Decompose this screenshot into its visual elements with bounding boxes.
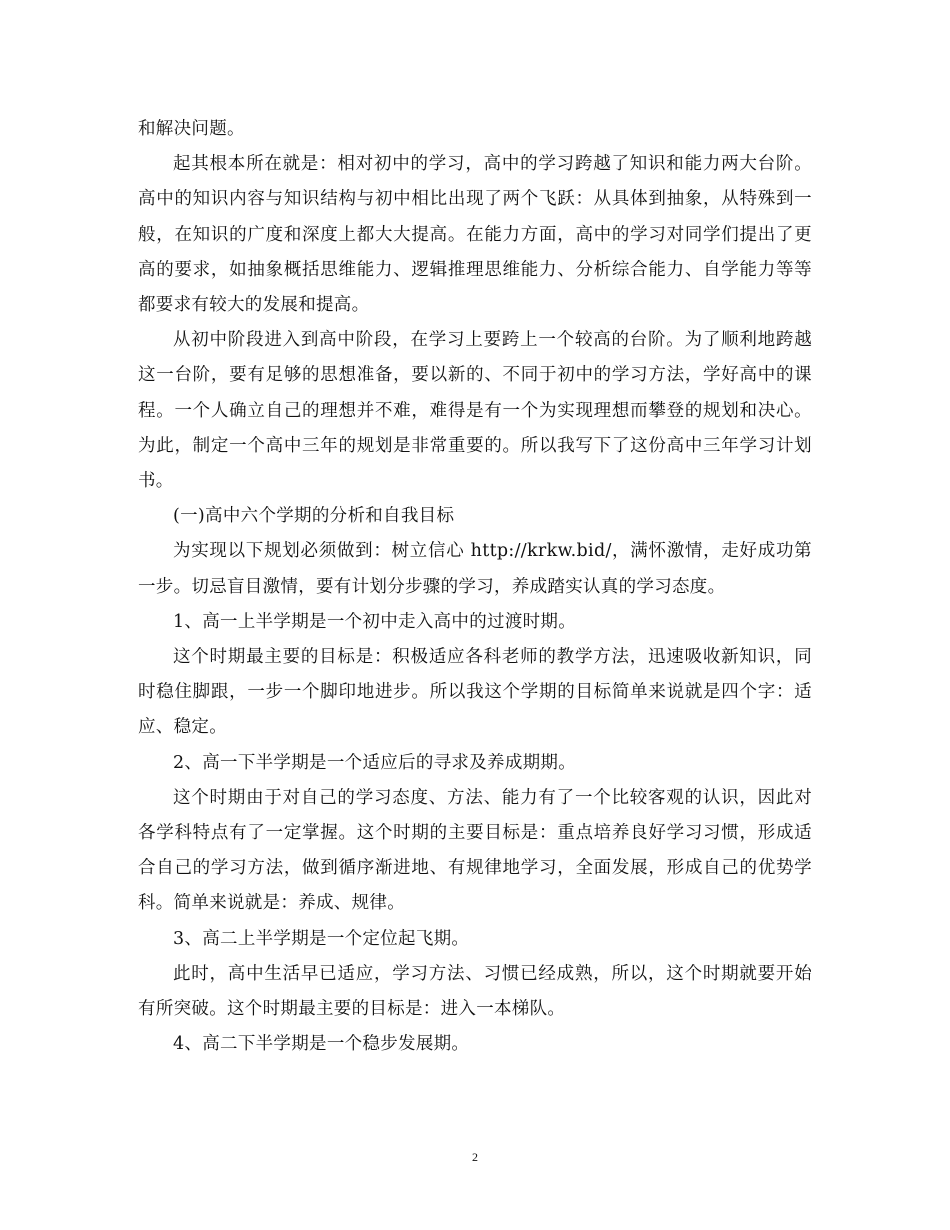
- paragraph: 这个时期最主要的目标是：积极适应各科老师的教学方法，迅速吸收新知识，同时稳住脚跟，一步一个脚印地进步。所以我这个学期的目标简单来说就是四个字：适应、稳定。: [138, 647, 812, 738]
- list-item-heading: 4、高二下半学期是一个稳步发展期。: [173, 1034, 470, 1055]
- page-number: 2: [472, 1150, 478, 1164]
- paragraph: 这个时期由于对自己的学习态度、方法、能力有了一个比较客观的认识，因此对各学科特点有了一定掌握。这个时期的主要目标是：重点培养良好学习习惯，形成适合自己的学习方法，做到循序渐进地、有规律地学习，全面发展，形成自己的优势学科。简单来说就是：养成、规律。: [138, 787, 812, 914]
- list-item-heading: 3、高二上半学期是一个定位起飞期。: [173, 928, 470, 949]
- list-item-heading: 1、高一上半学期是一个初中走入高中的过渡时期。: [173, 611, 577, 632]
- paragraph: 此时，高中生活早已适应，学习方法、习惯已经成熟，所以，这个时期就要开始有所突破。这个时期最主要的目标是：进入一本梯队。: [138, 963, 812, 1020]
- list-item-heading: 2、高一下半学期是一个适应后的寻求及养成期期。: [173, 752, 577, 773]
- paragraph: 起其根本所在就是：相对初中的学习，高中的学习跨越了知识和能力两大台阶。高中的知识内容与知识结构与初中相比出现了两个飞跃：从具体到抽象，从特殊到一般，在知识的广度和深度上都大大提高。在能力方面，高中的学习对同学们提出了更高的要求，如抽象概括思维能力、逻辑推理思维能力、分析综合能力、自学能力等等都要求有较大的发展和提高。: [138, 154, 812, 316]
- section-heading: (一)高中六个学期的分析和自我目标: [173, 506, 455, 527]
- paragraph: 从初中阶段进入到高中阶段，在学习上要跨上一个较高的台阶。为了顺利地跨越这一台阶，要有足够的思想准备，要以新的、不同于初中的学习方法，学好高中的课程。一个人确立自己的理想并不难，难得是有一个为实现理想而攀登的规划和决心。为此，制定一个高中三年的规划是非常重要的。所以我写下了这份高中三年学习计划书。: [138, 330, 812, 492]
- paragraph: 为实现以下规划必须做到：树立信心 http://krkw.bid/，满怀激情，走好成功第一步。切忌盲目激情，要有计划分步骤的学习，养成踏实认真的学习态度。: [138, 541, 812, 597]
- document-body: [138, 112, 812, 1062]
- paragraph-continuation: 和解决问题。: [138, 119, 245, 139]
